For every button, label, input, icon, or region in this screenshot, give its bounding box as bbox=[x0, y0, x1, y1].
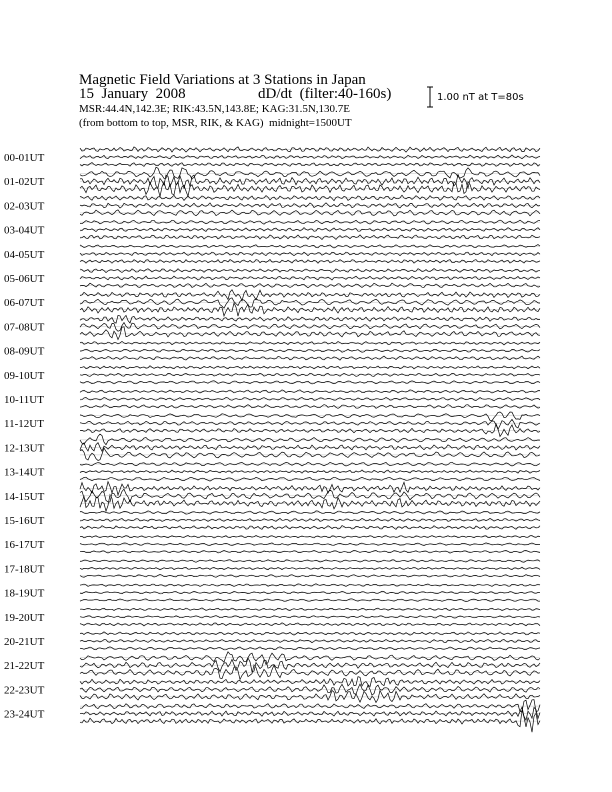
chart-date: 15 January 2008 bbox=[79, 86, 186, 102]
trace-msr-14-15ut bbox=[80, 495, 540, 512]
station-coords: MSR:44.4N,142.3E; RIK:43.5N,143.8E; KAG:31.5N,130.7E bbox=[79, 103, 351, 115]
hour-label: 06-07UT bbox=[4, 297, 45, 310]
hour-label: 07-08UT bbox=[4, 321, 45, 334]
hour-label: 16-17UT bbox=[4, 539, 45, 552]
hour-label: 08-09UT bbox=[4, 345, 45, 358]
chart-title: Magnetic Field Variations at 3 Stations in Japan bbox=[79, 72, 366, 88]
trace-rik-07-08ut bbox=[80, 323, 540, 332]
hour-label: 05-06UT bbox=[4, 273, 45, 285]
hour-label: 20-21UT bbox=[4, 636, 45, 648]
trace-rik-11-12ut bbox=[80, 419, 540, 429]
hour-label: 21-22UT bbox=[4, 660, 45, 673]
trace-kag-12-13ut bbox=[80, 434, 540, 445]
hour-label: 09-10UT bbox=[4, 369, 45, 382]
hour-label: 00-01UT bbox=[4, 152, 45, 164]
scale-bar bbox=[427, 87, 433, 107]
trace-kag-11-12ut bbox=[80, 412, 540, 421]
hour-label: 01-02UT bbox=[4, 176, 45, 189]
hour-labels bbox=[4, 152, 45, 721]
trace-kag-21-22ut bbox=[80, 652, 540, 665]
hour-label: 17-18UT bbox=[4, 563, 45, 576]
hour-label: 14-15UT bbox=[4, 490, 45, 503]
hour-label: 15-16UT bbox=[4, 515, 45, 527]
hour-label: 13-14UT bbox=[4, 466, 45, 479]
stacking-note: (from bottom to top, MSR, RIK, & KAG) midnight=1500UT bbox=[79, 117, 352, 129]
trace-msr-12-13ut bbox=[80, 448, 540, 460]
hour-label: 18-19UT bbox=[4, 587, 45, 600]
scale-bar-label: 1.00 nT at T=80s bbox=[437, 92, 524, 103]
hour-label: 11-12UT bbox=[4, 418, 44, 431]
trace-group bbox=[80, 147, 540, 732]
trace-msr-11-12ut bbox=[80, 424, 540, 437]
hour-label: 03-04UT bbox=[4, 224, 45, 237]
hour-label: 23-24UT bbox=[4, 708, 45, 721]
hour-label: 02-03UT bbox=[4, 200, 45, 213]
hour-label: 19-20UT bbox=[4, 611, 45, 624]
trace-kag-23-24ut bbox=[80, 700, 540, 712]
hour-label: 22-23UT bbox=[4, 684, 45, 697]
trace-kag-07-08ut bbox=[80, 315, 540, 323]
trace-msr-07-08ut bbox=[80, 327, 540, 340]
trace-kag-06-07ut bbox=[80, 290, 540, 301]
trace-msr-21-22ut bbox=[80, 665, 540, 680]
trace-kag-16-17ut bbox=[80, 536, 540, 539]
hour-label: 10-11UT bbox=[4, 394, 44, 406]
hour-label: 04-05UT bbox=[4, 248, 45, 261]
trace-kag-01-02ut bbox=[80, 167, 540, 179]
trace-msr-22-23ut bbox=[80, 690, 540, 702]
trace-rik-12-13ut bbox=[80, 443, 540, 452]
hour-label: 12-13UT bbox=[4, 442, 45, 455]
trace-rik-06-07ut bbox=[80, 298, 540, 308]
chart-measure: dD/dt (filter:40-160s) bbox=[258, 86, 392, 102]
